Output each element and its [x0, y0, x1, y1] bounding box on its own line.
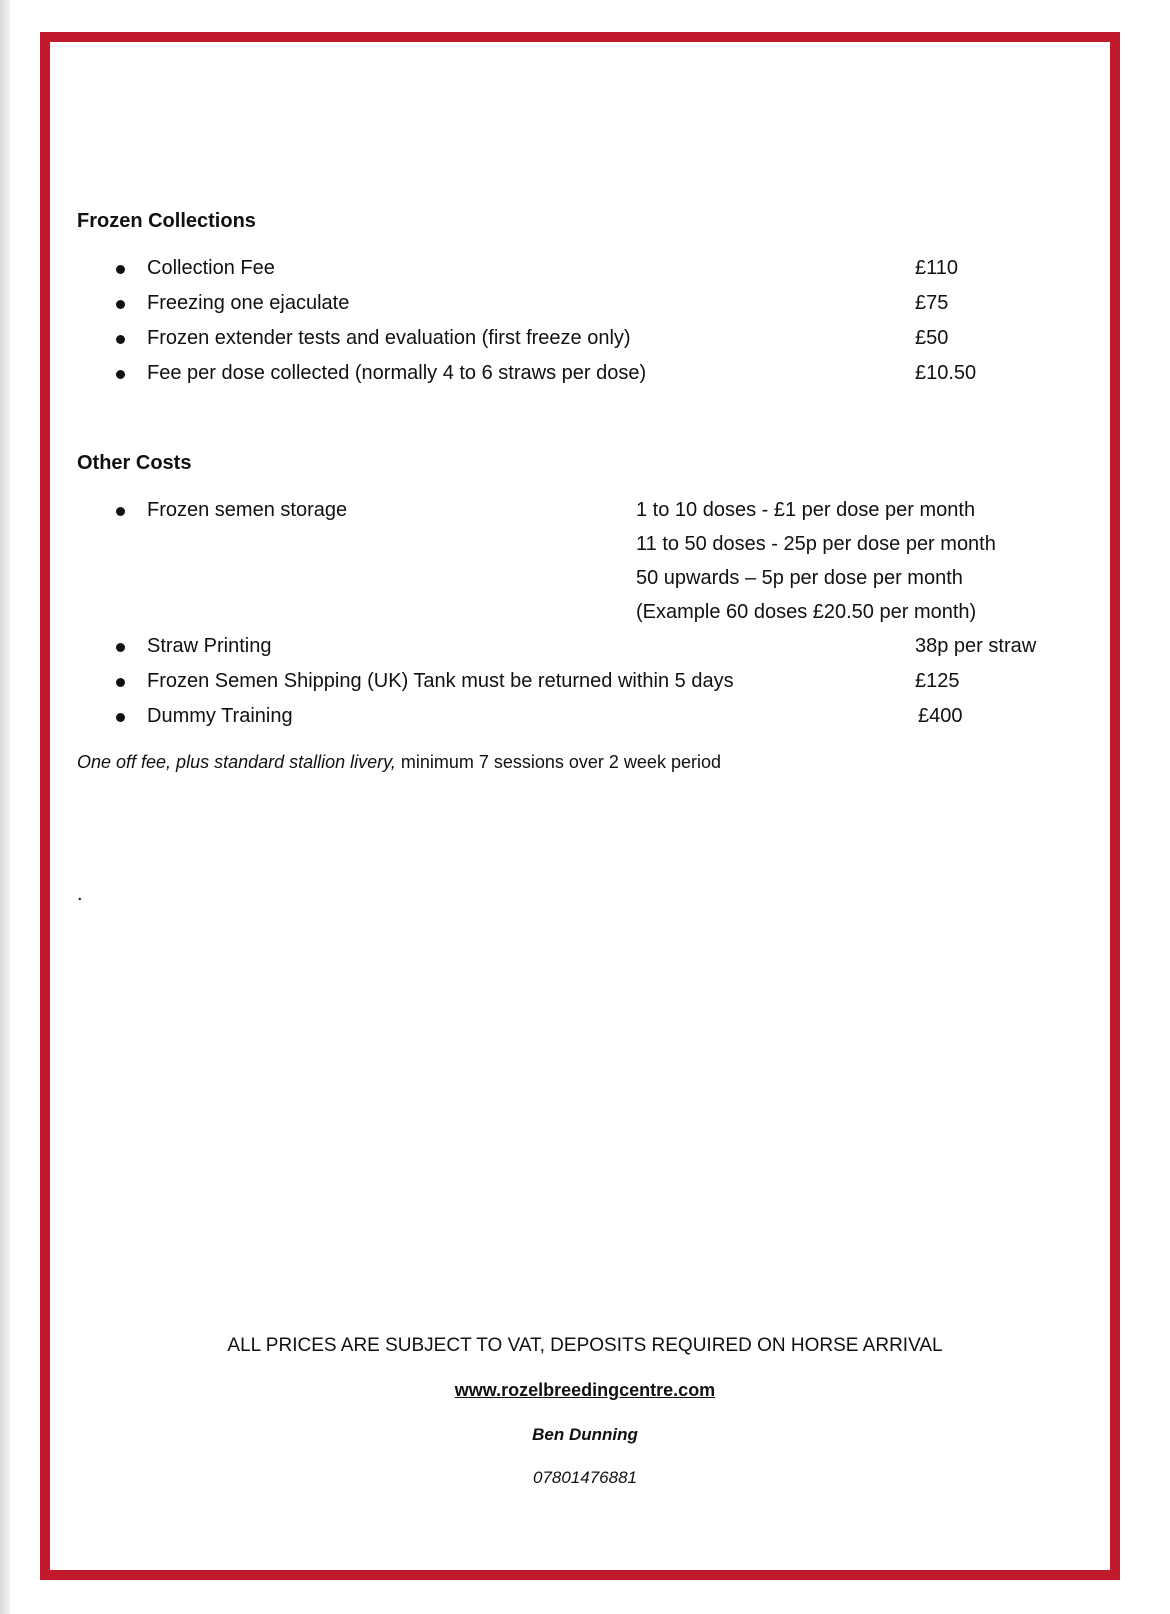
dummy-training-note	[77, 752, 721, 773]
item-price: £75	[915, 292, 949, 314]
item-price: £50	[915, 327, 949, 349]
item-label: Frozen semen storage	[147, 499, 348, 521]
item-label: Freezing one ejaculate	[147, 292, 350, 314]
item-label: Fee per dose collected (normally 4 to 6 straws per dose)	[147, 362, 647, 384]
storage-rate-line: 50 upwards – 5p per dose per month	[636, 567, 963, 589]
bullet-icon	[116, 713, 125, 722]
item-price: £10.50	[915, 362, 977, 384]
bullet-icon	[116, 678, 125, 687]
storage-rate-line: 1 to 10 doses - £1 per dose per month	[636, 499, 976, 521]
vat-notice: ALL PRICES ARE SUBJECT TO VAT, DEPOSITS REQUIRED ON HORSE ARRIVAL	[227, 1335, 943, 1356]
storage-rate-line: 11 to 50 doses - 25p per dose per month	[636, 533, 996, 555]
bullet-icon	[116, 370, 125, 379]
stray-mark: .	[77, 883, 83, 905]
bullet-icon	[116, 335, 125, 344]
item-label: Frozen extender tests and evaluation (first freeze only)	[147, 327, 631, 349]
contact-phone: 07801476881	[532, 1468, 637, 1487]
note-italic-text: One off fee, plus standard stallion livery,	[77, 752, 396, 772]
section-heading-other-costs: Other Costs	[77, 452, 192, 474]
section-heading-frozen-collections: Frozen Collections	[77, 210, 256, 232]
item-price: 38p per straw	[915, 635, 1037, 657]
item-label: Frozen Semen Shipping (UK) Tank must be returned within 5 days	[147, 670, 734, 692]
item-price: £125	[915, 670, 960, 692]
note-plain-text: minimum 7 sessions over 2 week period	[395, 752, 721, 772]
bullet-icon	[116, 265, 125, 274]
item-price: £400	[918, 705, 963, 727]
bullet-icon	[116, 507, 125, 516]
item-label: Straw Printing	[147, 635, 272, 657]
item-price: £110	[915, 257, 959, 279]
item-label: Dummy Training	[147, 705, 293, 727]
page-edge-shadow	[0, 0, 10, 1614]
item-label: Collection Fee	[147, 257, 275, 279]
storage-example-line: (Example 60 doses £20.50 per month)	[636, 601, 977, 623]
contact-name: Ben Dunning	[532, 1425, 638, 1444]
website-link[interactable]: www.rozelbreedingcentre.com	[454, 1380, 716, 1400]
bullet-icon	[116, 300, 125, 309]
bullet-icon	[116, 643, 125, 652]
